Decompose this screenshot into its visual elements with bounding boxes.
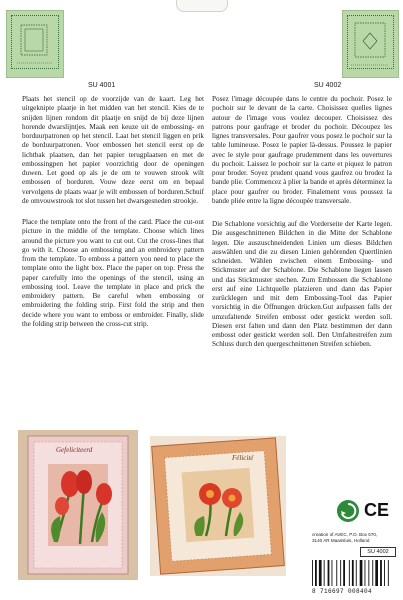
barcode-bar — [324, 560, 325, 586]
stencil-pattern-icon — [343, 11, 398, 77]
barcode-number: 8 716697 008404 — [312, 588, 373, 595]
instructions-dutch: Plaats het stencil op de voorzijde van de kaart. Leg het uitgeknipte plaatje in het midden van het stencil. Kies de te snijden lijnen rondom dit plaatje en snijd de bij deze lijnen horende dwarslijntjes. Maak een keuze uit de embossing- en borduurpatronen op het stencil. Laat het stencil liggen en prik de borduurpatronen. Voor embossen het stencil eerst op de lichtbak plaatsen, dan het papier terugplaatsen en met de embossingpen het papier voorzichtig door de openingen duwen. Let goed op als je de om te vouwen strook wilt embossen of borduren. Vouw deze eerst om en bepaal vervolgens de plaats waar je wilt embossen of borduren.Schuif de omvouwstrook tot slot tussen het dwarsgesneden strookje. — [22, 95, 204, 205]
barcode-bar — [365, 560, 366, 586]
barcode-bar — [372, 560, 373, 586]
hang-tab — [176, 0, 228, 12]
publisher-address — [312, 532, 400, 543]
barcode-bar — [312, 560, 313, 586]
barcode-bar — [340, 560, 341, 586]
barcode-icon — [308, 558, 394, 592]
instructions-german: Die Schablone vorsichtig auf die Vorderseite der Karte legen. Die ausgeschnittenen Bildchen in die Mitte der Schablone legen. Die auszuschneidenden Linien um dieses Bildchen auswählen und die zu diesen Linien gehörenden Quertlinien schneiden. Wählen zwischen einem Embossing- und Stickmuster auf der Schablone. Die Schablone liegen lassen und das Stickmuster stechen. Zum Embossen die Schablone erst auf eine Lichtquelle platzieren und dann das Papier zurücklegen und mit dem Embossing-Tool das Papier vorsichtig in die Öffnungen drücken.Gut aufpassen falls der umzufaltende Streifen embosst oder gestickt werden soll. Diesen erst falten und dann den Platz bestimmen der dann embosst oder gestickt werden soll. Den Umfaltestreifen zum Schluss durch den quergeschnittenen Streifen schieben. — [212, 220, 392, 349]
barcode-bar — [315, 560, 317, 586]
stencil-pattern-icon — [7, 11, 63, 77]
card-greeting-right: Félicité — [232, 454, 254, 462]
example-card-photo-left — [18, 430, 138, 580]
publisher-address-line1: creation of AVEC, P.O. Box 670, — [312, 532, 378, 537]
flower-card-illustration — [150, 436, 286, 576]
barcode-bar — [352, 560, 354, 586]
example-card-photo-right — [150, 436, 286, 576]
barcode-bar — [343, 560, 345, 586]
stencil-preview-right — [342, 10, 399, 78]
recycling-logo-icon — [336, 499, 360, 523]
publisher-address-line2: 3140 AR Maassluis, Holland — [312, 537, 370, 543]
stencil-preview-left — [6, 10, 64, 78]
instructions-english: Place the template onto the front of the card. Place the cut-out picture in the middle of the template. Choose which lines around the picture you want to cut out. Cut the cross-lines that go with it. Choose an embossing and an embroidery pattern from the template. To emboss a pattern you need to place the template onto the light box. Place the paper on top. Press the paper carefully into the openings of the stencil, using an embossing tool. Leave the template in place and prick the embroidery pattern. Be careful when embossing or embroidering the folding strip. First fold the strip and then decide where you want to emboss or embroider. Finally, slide the folding strip between the cross-cut strip. — [22, 218, 204, 328]
sku-box: SU 4002 — [360, 547, 396, 557]
barcode-bar — [384, 560, 385, 586]
barcode-bar — [328, 560, 330, 586]
barcode-bar — [380, 560, 382, 586]
barcode-bar — [336, 560, 337, 586]
barcode-bar — [349, 560, 350, 586]
instructions-french: Posez l'image découpée dans le centre du pochoir. Posez le pochoir sur le devant de la carte. Choisissez quelles lignes autour de l'image vous voulez decouper. Choisissez des patrons pour gaufrage et broder du pochoir. Découpez les lignes transversales. Pour gaufrer vous posez le pochoir sur la table lumineuse. Posez le papier là-dessus. Poussez le papier avec le style pour gaufrage prudemment dans les ouvertures du pochoir. Laissez le pochoir sur la carte et piquez le patron pour broder. Soyez prudent quand vous gaufrez ou brodez la bande plie. Commencez à plier la bande et après déterminez la place pour gaufrer ou broder. Finalement vous poussez la bande pliée entre la ligne découpée transversale. — [212, 95, 392, 205]
barcode-bar — [388, 560, 389, 586]
barcode-bar — [356, 560, 357, 586]
text-column-right — [212, 95, 392, 359]
barcode-bar — [332, 560, 333, 586]
sku-left: SU 4001 — [88, 82, 116, 89]
barcode-bar — [360, 560, 363, 586]
barcode-bar — [375, 560, 378, 586]
text-column-left — [22, 95, 204, 338]
sku-right: SU 4002 — [314, 82, 342, 89]
barcode-bar — [368, 560, 369, 586]
barcode-bar — [319, 560, 322, 586]
card-greeting-left: Gefeliciteerd — [56, 446, 93, 454]
ce-mark-icon: CE — [364, 500, 390, 520]
